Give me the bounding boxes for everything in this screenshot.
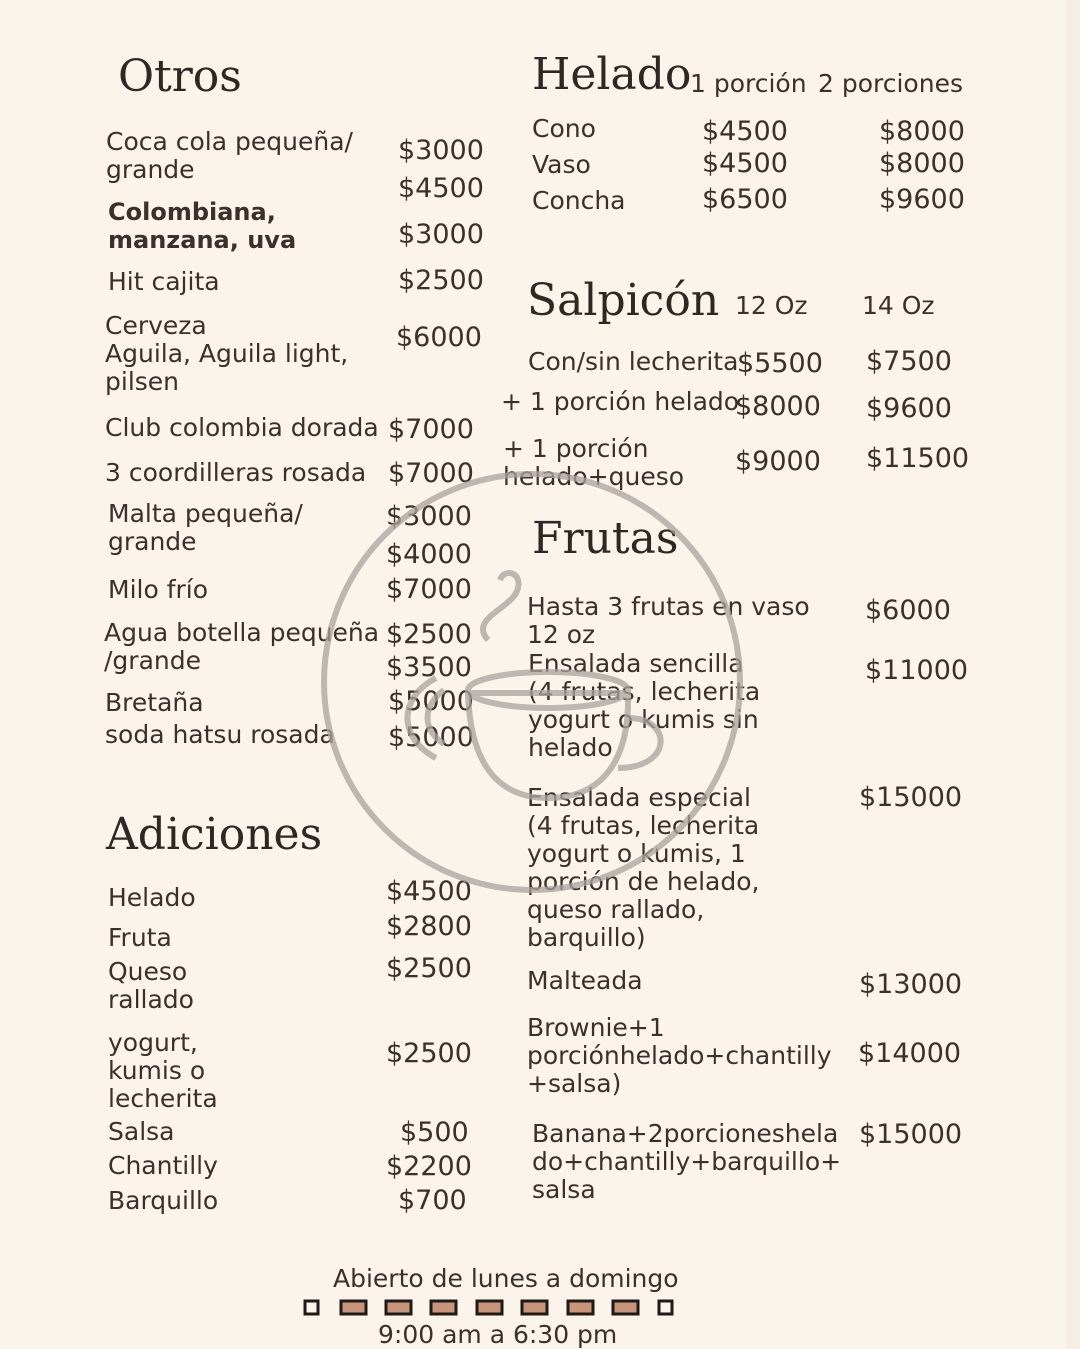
helado-item-name: Concha [532,186,626,215]
otros-item-name: Malta pequeña/ grande [108,499,303,556]
helado-item-name: Vaso [532,150,591,179]
frutas-item-name: Brownie+1 porciónhelado+chantilly +salsa) [527,1013,832,1098]
adiciones-item-price: $4500 [386,876,472,907]
decorative-divider [302,1298,680,1318]
salpicon-item-name: Con/sin lecherita [528,347,739,376]
frutas-item-name: Ensalada especial (4 frutas, lecherita yogurt o kumis, 1 porción de helado, queso rallado, barquillo) [527,783,760,952]
salpicon-item-price-2: $7500 [866,346,952,377]
page-edge [1066,0,1080,1349]
helado-item-price-1: $4500 [702,116,788,147]
otros-item-name: Club colombia dorada [105,413,379,442]
salpicon-col-1-header: 12 Oz [735,291,808,320]
otros-item-name: Colombiana, manzana, uva [108,198,297,254]
helado-item-price-1: $4500 [702,148,788,179]
helado-col-1-header: 1 porción [690,69,807,98]
frutas-item-price: $13000 [859,969,963,1000]
opening-hours: 9:00 am a 6:30 pm [378,1320,618,1349]
salpicon-item-price-2: $9600 [866,393,952,424]
otros-item-name: Hit cajita [108,267,220,296]
otros-item-price: $5000 [388,686,474,717]
adiciones-item-price: $700 [398,1185,467,1216]
adiciones-item-name: Fruta [108,923,172,952]
adiciones-item-name: Salsa [108,1117,175,1146]
helado-col-2-header: 2 porciones [818,69,963,98]
helado-item-price-2: $8000 [879,116,965,147]
adiciones-item-price: $2500 [386,1038,472,1069]
helado-item-name: Cono [532,114,596,143]
frutas-title: Frutas [532,513,679,564]
salpicon-col-2-header: 14 Oz [862,291,935,320]
frutas-item-price: $15000 [859,1119,963,1150]
salpicon-item-name: + 1 porción helado [501,387,740,416]
otros-item-price: $3000 $4500 [398,135,484,204]
salpicon-item-price-2: $11500 [866,443,970,474]
otros-item-name: Coca cola pequeña/ grande [106,127,353,184]
salpicon-item-price-1: $5500 [737,348,823,379]
adiciones-item-name: Queso rallado [108,957,194,1014]
otros-title: Otros [118,51,242,102]
otros-item-price: $7000 [386,574,472,605]
adiciones-item-name: Chantilly [108,1151,218,1180]
otros-item-name: Cerveza Aguila, Aguila light, pilsen [105,311,349,396]
adiciones-item-name: Helado [108,883,196,912]
adiciones-item-price: $500 [400,1117,469,1148]
otros-item-name: Agua botella pequeña /grande [104,618,380,675]
otros-item-price: $2500 $3500 [386,619,472,683]
frutas-item-price: $11000 [865,655,969,686]
frutas-item-name: Malteada [527,966,643,995]
frutas-item-price: $6000 [865,595,951,626]
frutas-item-price: $15000 [859,782,963,813]
otros-item-price: $7000 [388,458,474,489]
otros-item-name: Bretaña [105,688,204,717]
helado-item-price-2: $9600 [879,184,965,215]
opening-days: Abierto de lunes a domingo [333,1264,679,1293]
frutas-item-price: $14000 [858,1038,962,1069]
adiciones-item-name: Barquillo [108,1186,219,1215]
otros-item-price: $5000 [388,722,474,753]
adiciones-item-name: yogurt, kumis o lecherita [108,1028,218,1113]
helado-item-price-2: $8000 [879,148,965,179]
adiciones-title: Adiciones [106,809,323,860]
otros-item-price: $6000 [396,322,482,353]
salpicon-title: Salpicón [527,275,720,326]
helado-title: Helado [532,49,692,100]
adiciones-item-price: $2800 [386,911,472,942]
adiciones-item-price: $2500 [386,953,472,984]
adiciones-item-price: $2200 [386,1151,472,1182]
otros-item-price: $3000 [398,219,484,250]
otros-item-price: $3000 $4000 [386,501,472,570]
otros-item-name: 3 coordilleras rosada [105,458,367,487]
helado-item-price-1: $6500 [702,184,788,215]
otros-item-price: $7000 [388,414,474,445]
otros-item-name: Milo frío [108,575,209,604]
salpicon-item-price-1: $8000 [735,391,821,422]
otros-item-price: $2500 [398,265,484,296]
otros-item-name: soda hatsu rosada [105,720,335,749]
frutas-item-name: Ensalada sencilla (4 frutas, lecherita yogurt o kumis sin helado [528,649,761,762]
frutas-item-name: Banana+2porcioneshela do+chantilly+barquillo+ salsa [532,1119,842,1204]
frutas-item-name: Hasta 3 frutas en vaso 12 oz [527,592,810,649]
salpicon-item-name: + 1 porción helado+queso [503,434,685,491]
salpicon-item-price-1: $9000 [735,446,821,477]
